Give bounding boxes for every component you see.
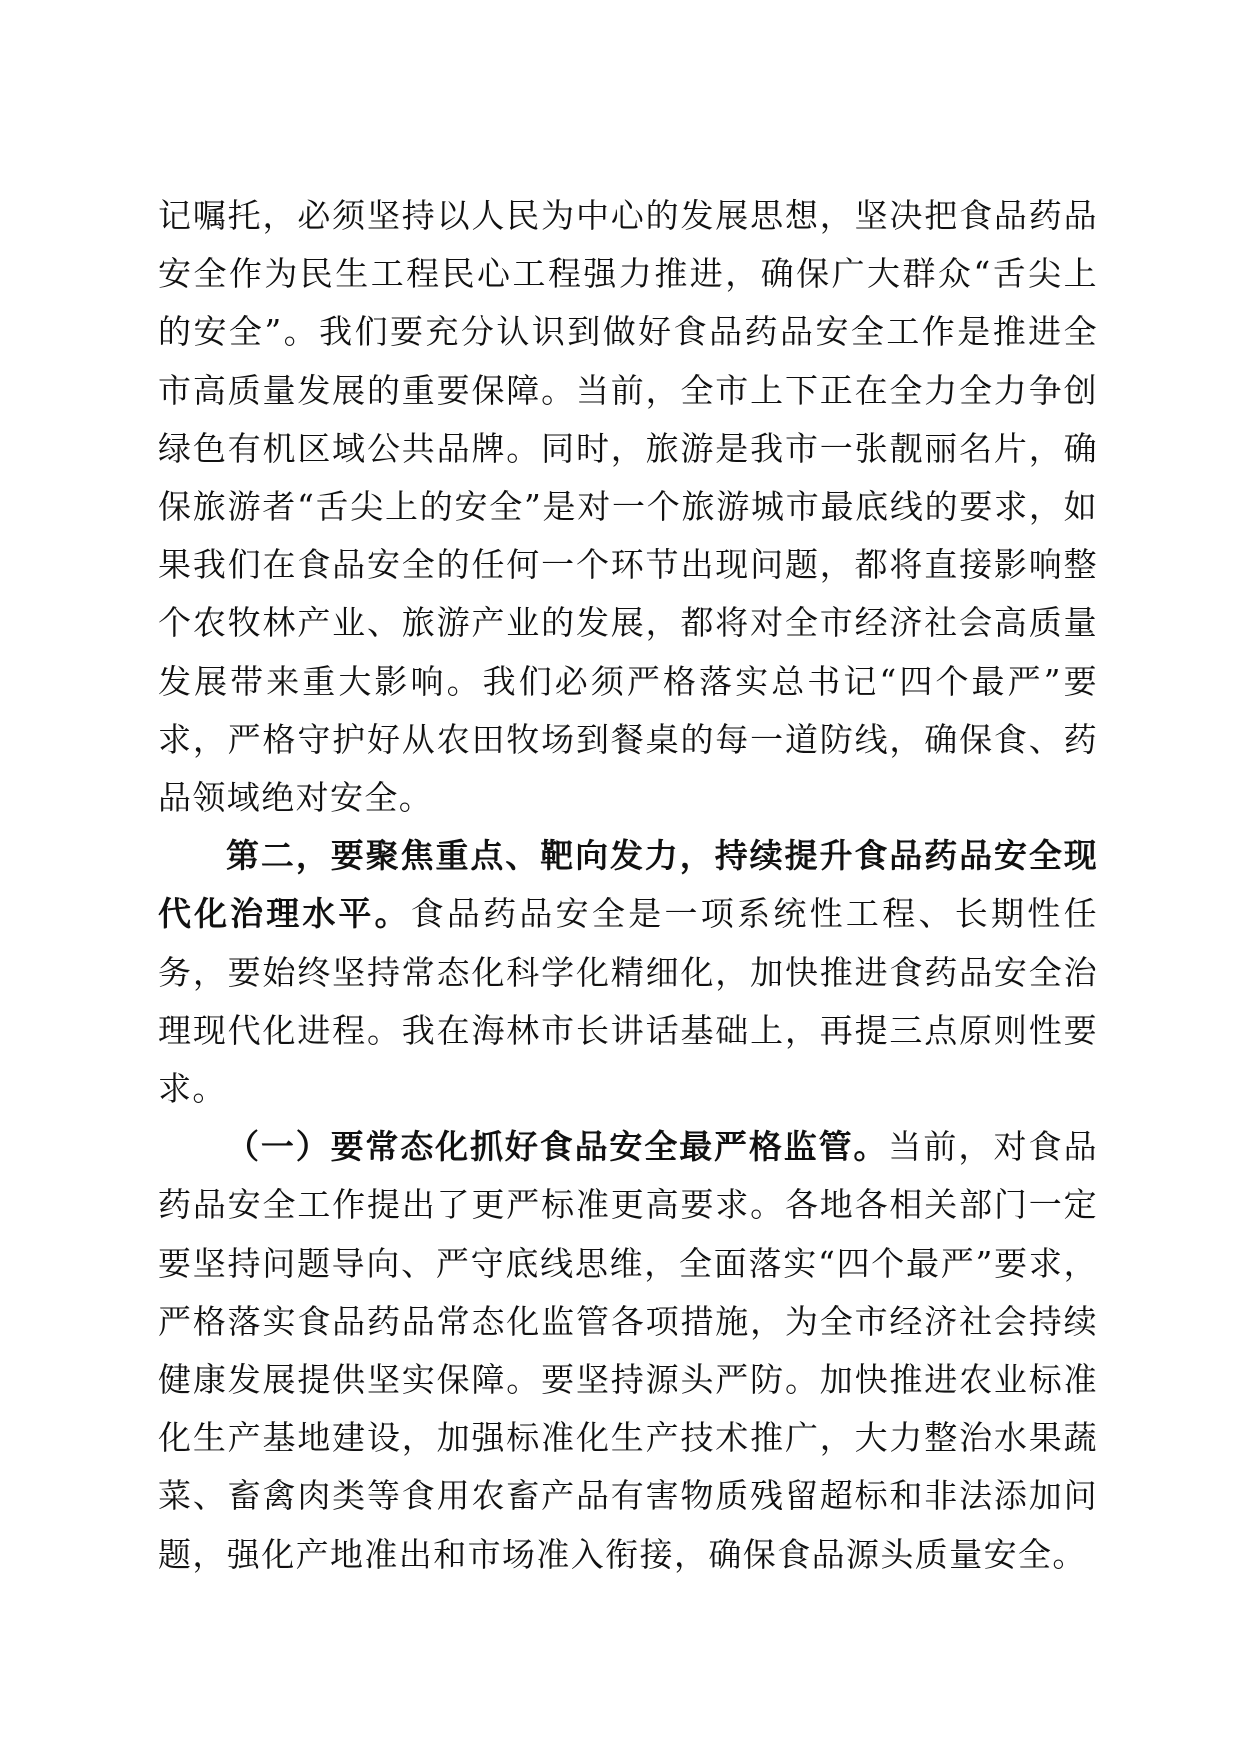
paragraph-3-heading: （一）要常态化抓好食品安全最严格监管。 [226,1127,889,1167]
paragraph-3-text: 当前，对食品药品安全工作提出了更严标准更高要求。各地各相关部门一定要坚持问题导向、严守底线思维，全面落实“四个最严”要求，严格落实食品药品常态化监管各项措施，为全市经济社会持续健康发展提供坚实保障。要坚持源头严防。加快推进农业标准化生产基地建设，加强标准化生产技术推广，大力整治水果蔬菜、畜禽肉类等食用农畜产品有害物质残留超标和非法添加问题，强化产地准出和市场准入衔接，确保食品源头质量安全。 [158,1127,1098,1574]
paragraph-second-point [158,827,1098,1118]
paragraph-continued [158,187,1098,827]
paragraph-1-text: 记嘱托，必须坚持以人民为中心的发展思想，坚决把食品药品安全作为民生工程民心工程强力推进，确保广大群众“舌尖上的安全”。我们要充分认识到做好食品药品安全工作是推进全市高质量发展的重要保障。当前，全市上下正在全力全力争创绿色有机区域公共品牌。同时，旅游是我市一张靓丽名片，确保旅游者“舌尖上的安全”是对一个旅游城市最底线的要求，如果我们在食品安全的任何一个环节出现问题，都将直接影响整个农牧林产业、旅游产业的发展，都将对全市经济社会高质量发展带来重大影响。我们必须严格落实总书记“四个最严”要求，严格守护好从农田牧场到餐桌的每一道防线，确保食、药品领域绝对安全。 [158,196,1098,818]
paragraph-2-heading: 第二，要聚焦重点、靶向发力，持续提升食品药品安全现代化治理水平。 [158,836,1098,934]
paragraph-subpoint-one [158,1118,1098,1584]
paragraph-2-text: 食品药品安全是一项系统性工程、长期性任务，要始终坚持常态化科学化精细化，加快推进食药品安全治理现代化进程。我在海林市长讲话基础上，再提三点原则性要求。 [158,894,1098,1109]
document-body [158,187,1098,1584]
